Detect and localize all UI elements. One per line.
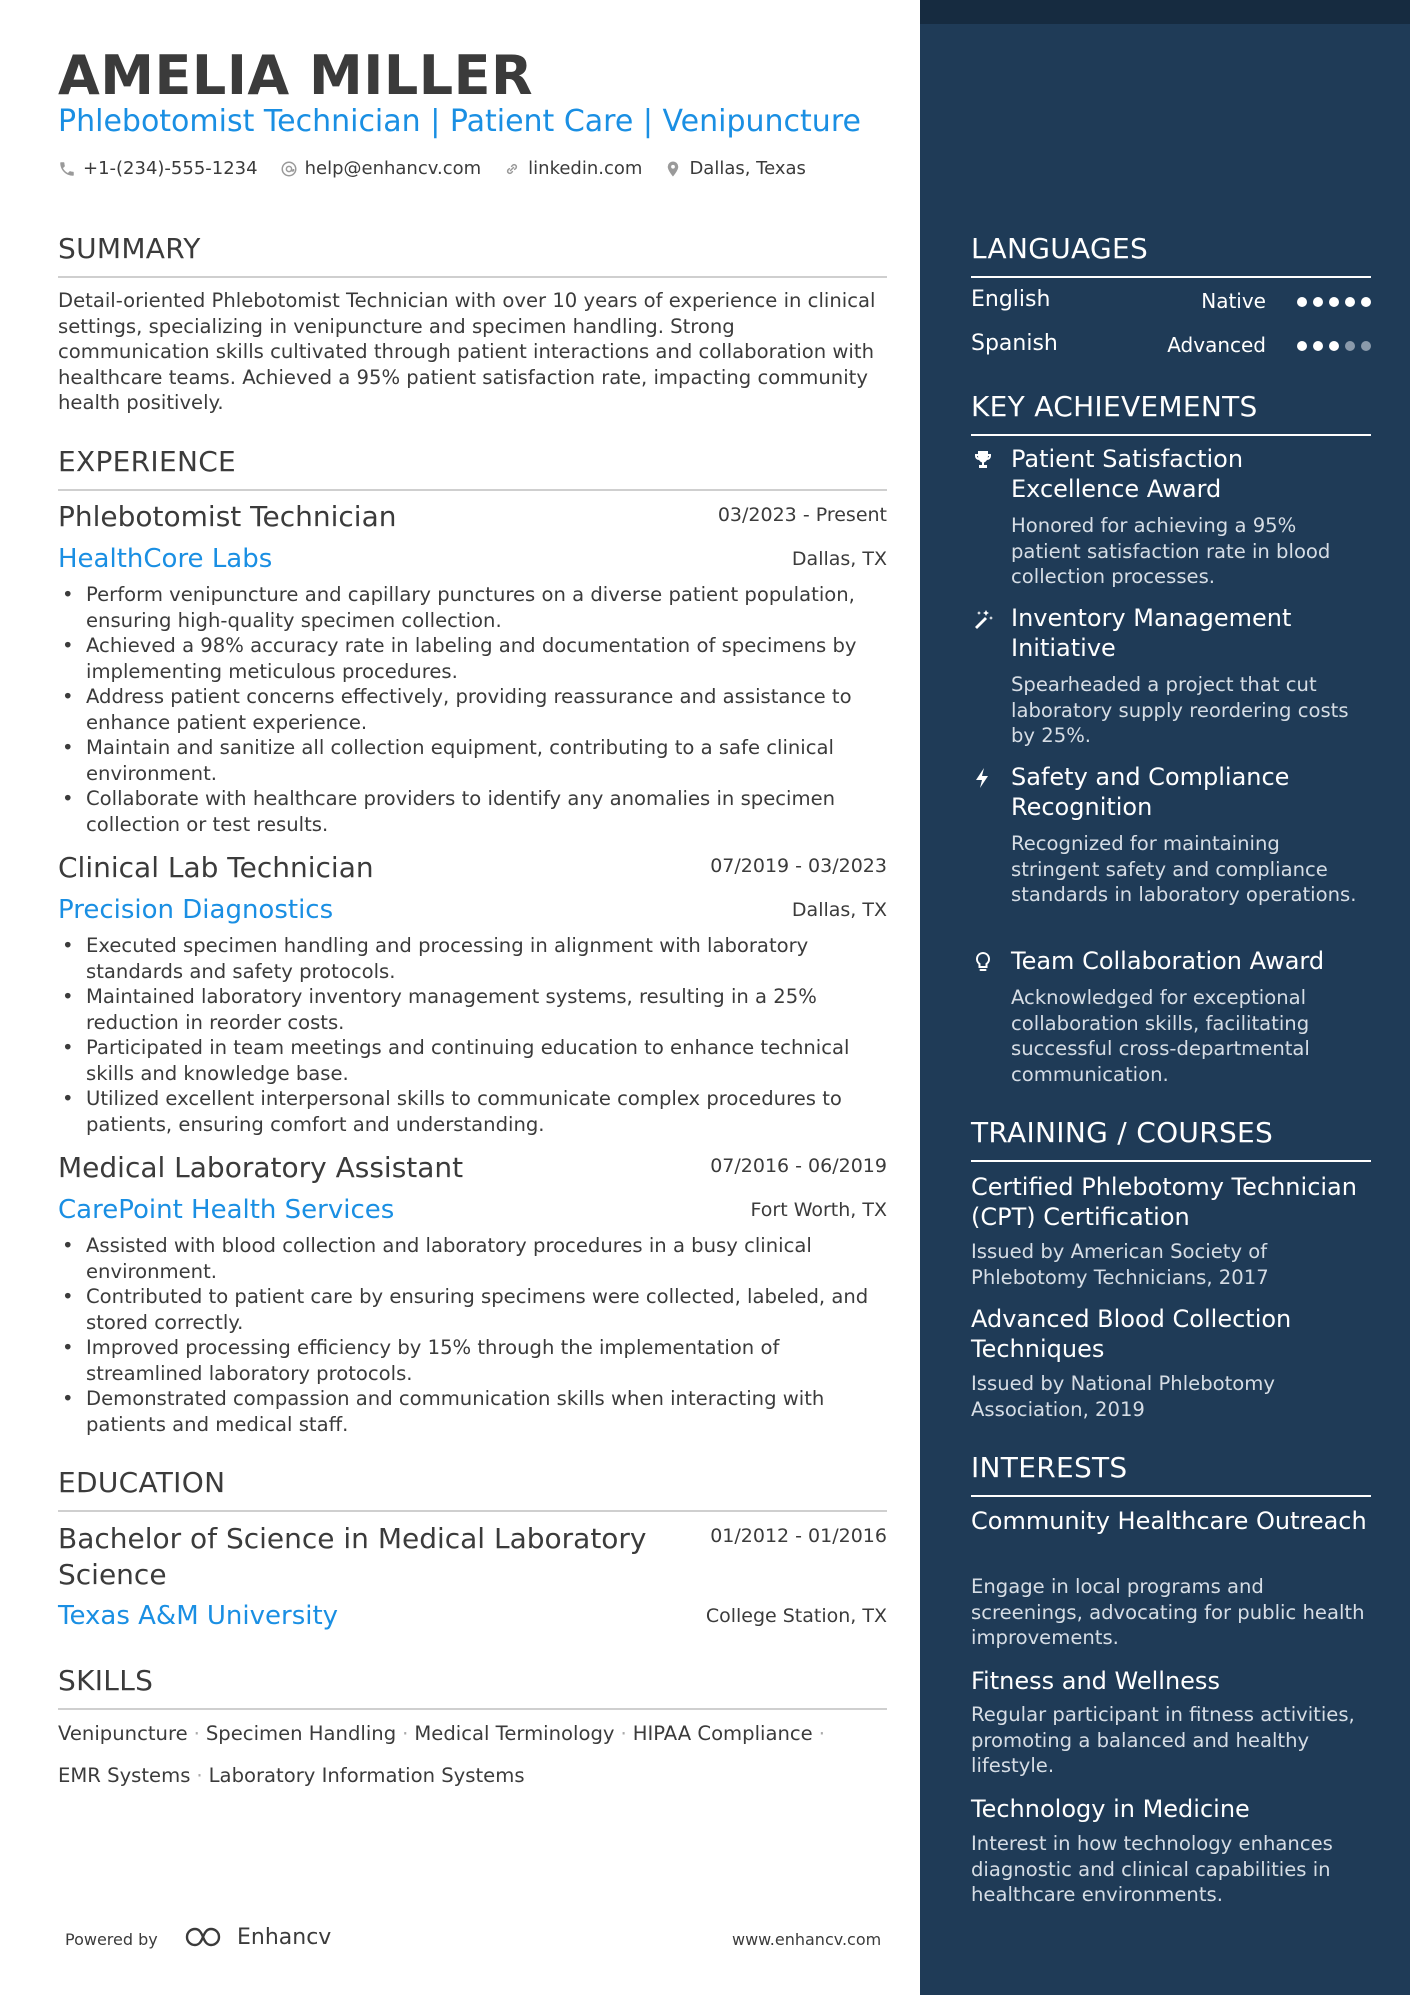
interest-title: Community Healthcare Outreach (971, 1507, 1367, 1535)
job-dates: 07/2016 - 06/2019 (710, 1155, 887, 1177)
interest-desc: Engage in local programs and screenings, advocating for public health improvements. (971, 1575, 1365, 1649)
degree-title: Bachelor of Science in Medical Laboratory Science (58, 1522, 647, 1591)
language-rating (1291, 297, 1371, 307)
rating-dot-filled (1297, 341, 1307, 351)
achievement-desc: Spearheaded a project that cut laboratory supply reordering costs by 25%. (1011, 673, 1349, 747)
job-location: Dallas, TX (791, 899, 887, 921)
job-bullets (58, 582, 887, 837)
rating-dot-empty (1361, 341, 1371, 351)
bullet-item: • Maintain and sanitize all collection equipment, contributing to a safe clinical environment. (86, 735, 887, 786)
rating-dot-empty (1345, 341, 1355, 351)
job-title: Clinical Lab Technician (58, 851, 374, 884)
rating-dot-filled (1361, 297, 1371, 307)
rating-dot-filled (1297, 297, 1307, 307)
achievements-title: KEY ACHIEVEMENTS (971, 390, 1258, 423)
interests-title: INTERESTS (971, 1451, 1128, 1484)
training-divider (971, 1160, 1371, 1162)
skills-list: Venipuncture · Specimen Handling · Medical Terminology · HIPAA Compliance · EMR Systems · Laboratory Information Systems (58, 1722, 825, 1787)
achievement-desc: Acknowledged for exceptional collaboration skills, facilitating successful cross-departmental communication. (1011, 986, 1310, 1086)
link-icon (503, 160, 521, 178)
rating-dot-filled (1313, 341, 1323, 351)
bullet-item: • Assisted with blood collection and laboratory procedures in a busy clinical environment. (86, 1233, 887, 1284)
bullet-item: • Demonstrated compassion and communication skills when interacting with patients and medical staff. (86, 1386, 887, 1437)
job-bullets (58, 1233, 887, 1437)
skill-item: HIPAA Compliance (632, 1722, 813, 1745)
achievements-divider (971, 434, 1371, 436)
sidebar-top-bar (920, 0, 1410, 24)
skill-item: Laboratory Information Systems (208, 1764, 525, 1787)
trophy-icon (971, 448, 995, 472)
bullet-item: • Perform venipuncture and capillary punctures on a diverse patient population, ensuring high-quality specimen collection. (86, 582, 887, 633)
skills-divider (58, 1708, 887, 1710)
bullet-item: • Address patient concerns effectively, providing reassurance and assistance to enhance patient experience. (86, 684, 887, 735)
footer-brand[interactable] (183, 1924, 331, 1950)
interests-divider (971, 1495, 1371, 1497)
school-name: Texas A&M University (58, 1601, 339, 1631)
enhancv-logo-icon (183, 1924, 231, 1950)
bullet-item: • Achieved a 98% accuracy rate in labeling and documentation of specimens by implementing meticulous procedures. (86, 633, 887, 684)
education-divider (58, 1510, 887, 1512)
school-location: College Station, TX (705, 1605, 887, 1627)
interest-title: Technology in Medicine (971, 1795, 1250, 1823)
achievement-desc: Recognized for maintaining stringent safety and compliance standards in laboratory operations. (1011, 832, 1357, 906)
job-title: Phlebotomist Technician (58, 500, 397, 533)
skill-item: Venipuncture (58, 1722, 188, 1745)
bullet-item: • Executed specimen handling and processing in alignment with laboratory standards and safety protocols. (86, 933, 887, 984)
skills-title: SKILLS (58, 1664, 154, 1697)
job-location: Dallas, TX (791, 548, 887, 570)
location-pin-icon (664, 159, 682, 179)
rating-dot-filled (1329, 297, 1339, 307)
summary-title: SUMMARY (58, 232, 201, 265)
experience-divider (58, 489, 887, 491)
skill-item: EMR Systems (58, 1764, 191, 1787)
course-title: Certified Phlebotomy Technician (CPT) Certification (971, 1173, 1357, 1231)
achievement-title: Patient Satisfaction Excellence Award (1011, 445, 1244, 503)
language-level: Native (1201, 289, 1266, 313)
summary-divider (58, 276, 887, 278)
language-name: Spanish (971, 331, 1058, 356)
language-rating (1291, 341, 1371, 351)
education-dates: 01/2012 - 01/2016 (710, 1525, 887, 1547)
achievement-title: Team Collaboration Award (1011, 947, 1325, 975)
rating-dot-filled (1313, 297, 1323, 307)
phone-text: +1-(234)-555-1234 (83, 158, 258, 179)
email-text: help@enhancv.com (304, 158, 482, 179)
candidate-name: AMELIA MILLER (58, 44, 534, 107)
interest-desc: Regular participant in fitness activities, promoting a balanced and healthy lifestyle. (971, 1703, 1355, 1777)
job-company: Precision Diagnostics (58, 895, 334, 925)
interest-desc: Interest in how technology enhances diagnostic and clinical capabilities in healthcare environments. (971, 1832, 1333, 1906)
bullet-item: • Utilized excellent interpersonal skills to communicate complex procedures to patients, ensuring comfort and understanding. (86, 1086, 887, 1137)
language-level: Advanced (1167, 333, 1266, 357)
contact-email[interactable] (280, 158, 482, 179)
achievement-title: Inventory Management Initiative (1011, 604, 1292, 662)
job-company: CarePoint Health Services (58, 1195, 395, 1225)
language-name: English (971, 287, 1051, 312)
magic-wand-icon (971, 607, 995, 631)
bullet-item: • Collaborate with healthcare providers to identify any anomalies in specimen collection or test results. (86, 786, 887, 837)
training-title: TRAINING / COURSES (971, 1116, 1274, 1149)
course-title: Advanced Blood Collection Techniques (971, 1305, 1292, 1363)
footer-url[interactable]: www.enhancv.com (732, 1930, 882, 1949)
course-desc: Issued by American Society of Phlebotomy Technicians, 2017 (971, 1240, 1269, 1289)
phone-icon (58, 160, 76, 178)
job-dates: 07/2019 - 03/2023 (710, 855, 887, 877)
bullet-item: • Maintained laboratory inventory management systems, resulting in a 25% reduction in reorder costs. (86, 984, 887, 1035)
course-desc: Issued by National Phlebotomy Association, 2019 (971, 1372, 1275, 1421)
job-company: HealthCore Labs (58, 544, 273, 574)
bullet-item: • Contributed to patient care by ensuring specimens were collected, labeled, and stored correctly. (86, 1284, 887, 1335)
headline: Phlebotomist Technician | Patient Care | Venipuncture (58, 104, 861, 139)
sidebar (920, 0, 1410, 1995)
brand-name: Enhancv (237, 1924, 332, 1950)
job-title: Medical Laboratory Assistant (58, 1151, 464, 1184)
lightbulb-icon (971, 950, 995, 974)
at-icon (280, 160, 298, 178)
skill-item: Medical Terminology (414, 1722, 615, 1745)
job-location: Fort Worth, TX (750, 1199, 887, 1221)
contact-location (664, 158, 806, 179)
footer-powered-by: Powered by (65, 1930, 158, 1949)
lightning-icon (971, 766, 995, 790)
skill-item: Specimen Handling (205, 1722, 397, 1745)
contact-bar (58, 158, 828, 179)
summary-text: Detail-oriented Phlebotomist Technician with over 10 years of experience in clinical settings, specializing in venipuncture and specimen handling. Strong communication skills cultivated through patient interactions and collaboration with healthcare teams. Achieved a 95% patient satisfaction rate, impacting community health positively. (58, 289, 876, 414)
experience-title: EXPERIENCE (58, 445, 237, 478)
interest-title: Fitness and Wellness (971, 1667, 1220, 1695)
languages-divider (971, 276, 1371, 278)
contact-phone[interactable] (58, 158, 258, 179)
linkedin-text: linkedin.com (528, 158, 643, 179)
contact-linkedin[interactable] (503, 158, 642, 179)
job-dates: 03/2023 - Present (717, 504, 887, 526)
achievement-title: Safety and Compliance Recognition (1011, 763, 1290, 821)
location-text: Dallas, Texas (689, 158, 806, 179)
rating-dot-filled (1345, 297, 1355, 307)
language-row (971, 287, 1371, 317)
bullet-item: • Participated in team meetings and continuing education to enhance technical skills and knowledge base. (86, 1035, 887, 1086)
education-title: EDUCATION (58, 1466, 226, 1499)
bullet-item: • Improved processing efficiency by 15% through the implementation of streamlined laboratory protocols. (86, 1335, 887, 1386)
job-bullets (58, 933, 887, 1137)
languages-title: LANGUAGES (971, 232, 1149, 265)
language-row (971, 331, 1371, 361)
achievement-desc: Honored for achieving a 95% patient satisfaction rate in blood collection processes. (1011, 514, 1331, 588)
rating-dot-filled (1329, 341, 1339, 351)
